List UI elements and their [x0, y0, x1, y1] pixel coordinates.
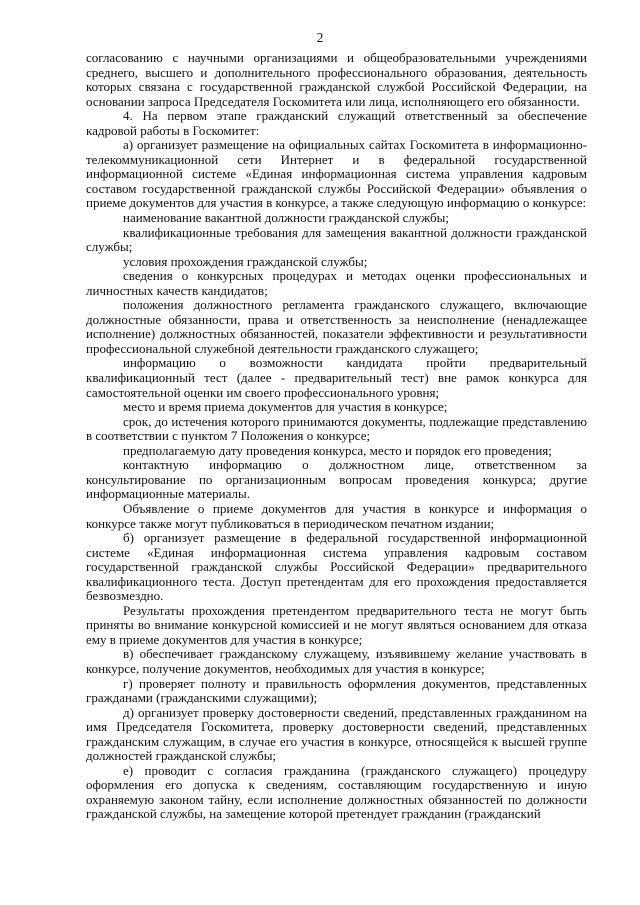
paragraph: г) проверяет полноту и правильность оформления документов, представленных гражданами (гражданскими служащими); [86, 675, 587, 706]
paragraph: е) проводит с согласия гражданина (гражданского служащего) процедуру оформления его допуска к сведениям, составляющим государственную и иную охраняемую законом тайну, если исполнение должностных обязанностей по должности гражданской службы, на замещение которой претендует гражданин (гражданский [86, 762, 587, 822]
paragraph: контактную информацию о должностном лице, ответственном за консультирование по организационным вопросам проведения конкурса; другие информационные материалы. [86, 457, 587, 502]
paragraph: срок, до истечения которого принимаются документы, подлежащие представлению в соответствии с пунктом 7 Положения о конкурсе; [86, 413, 587, 444]
paragraph: предполагаемую дату проведения конкурса, место и порядок его проведения; [123, 442, 552, 458]
paragraph: информацию о возможности кандидата пройти предварительный квалификационный тест (далее - предварительный тест) вне рамок конкурса для самостоятельной оценки им своего профессионального уровня; [86, 355, 587, 400]
paragraph: квалификационные требования для замещения вакантной должности гражданской службы; [86, 224, 587, 255]
paragraph: условия прохождения гражданской службы; [123, 253, 368, 269]
paragraph: наименование вакантной должности гражданской службы; [123, 210, 450, 226]
paragraph: 4. На первом этапе гражданский служащий ответственный за обеспечение кадровой работы в Госкомитет: [86, 108, 587, 138]
paragraph: сведения о конкурсных процедурах и методах оценки профессиональных и личностных качеств кандидатов; [86, 268, 587, 298]
paragraph: д) организует проверку достоверности сведений, представленных гражданином на имя Председателя Госкомитета, проверку достоверности сведений, представленных гражданским служащим, в случае его участия в конкурсе, относящейся к высшей группе должностей гражданской службы; [86, 704, 587, 764]
paragraph: б) организует размещение в федеральной государственной информационной системе «Единая информационная система управления кадровым составом государственной гражданской службы Российской Федерации» предварительного квалификационного теста. Доступ претендентам для его прохождения предоставляется безвозмездно. [86, 530, 587, 604]
paragraph: Объявление о приеме документов для участия в конкурсе и информация о конкурсе также могут публиковаться в периодическом печатном издании; [86, 500, 587, 531]
document-body [86, 51, 587, 822]
paragraph: место и время приема документов для участия в конкурсе; [123, 399, 448, 415]
page-number: 2 [316, 30, 324, 45]
paragraph: а) организует размещение на официальных сайтах Госкомитета в информационно-телекоммуникационной сети Интернет и в федеральной государственной информационной системе «Единая информационная система управления кадровым составом государственной гражданской службы Российской Федерации» объявления о приеме документов для участия в конкурсе, а также следующую информацию о конкурсе: [86, 137, 587, 211]
paragraph: в) обеспечивает гражданскому служащему, изъявившему желание участвовать в конкурсе, получение документов, необходимых для участия в конкурсе; [86, 646, 587, 676]
paragraph: положения должностного регламента гражданского служащего, включающие должностные обязанности, права и ответственность за неисполнение (ненадлежащее исполнение) должностных обязанностей, показатели эффективности и результативности профессиональной служебной деятельности гражданского служащего; [86, 297, 587, 356]
paragraph: Результаты прохождения претендентом предварительного теста не могут быть приняты во внимание конкурсной комиссией и не могут являться основанием для отказа ему в приеме документов для участия в конкурсе; [86, 602, 587, 647]
paragraph: согласованию с научными организациями и общеобразовательными учреждениями среднего, высшего и дополнительного профессионального образования, деятельность которых связана с государственной гражданской службой Российской Федерации, на основании запроса Председателя Госкомитета или лица, исполняющего его обязанности. [86, 50, 587, 109]
